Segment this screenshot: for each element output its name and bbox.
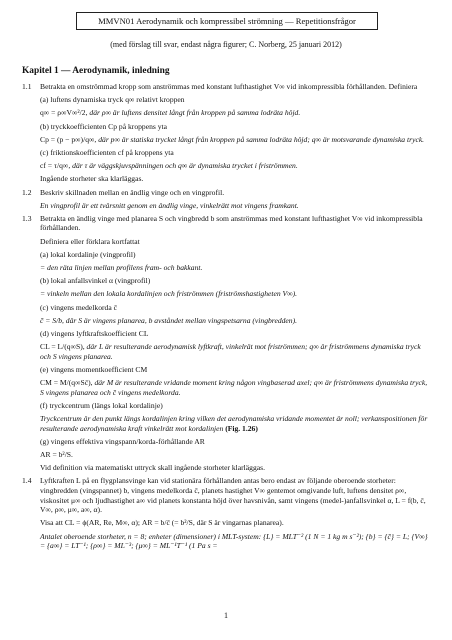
equation: Cp = (p − p∞)/q∞, [40,134,97,144]
answer-text: där p∞ är statiska trycket långt från kroppen på samma lodräta höjd; q∞ är motsvarande dynamiska tryck. [98,134,425,144]
answer-b [40,135,432,145]
question-1-4 [22,476,432,550]
figure-reference: (Fig. 1.26) [225,423,258,433]
answer-g: AR = b²/S. [40,450,73,460]
answer-b: = vinkeln mellan den lokala kordalinjen och friströmmen (friströmshastigheten V∞). [40,289,298,299]
question-number: 1.2 [22,187,32,197]
equation: CM = M/(q∞Sc̄), [40,378,93,388]
answer-a [40,108,432,118]
answer-text: där M är resulterande vridande moment kring någon vingbaserad axel; q∞ är friströmmens dynamiska tryck, S vingens planarea och c̄ vingens medelkorda. [40,378,428,397]
answer-text: där τ är väggskjuvspänningen och q∞ är dynamiska trycket i friströmmen. [72,161,298,171]
answer-text: Antalet oberoende storheter, n = 8; enheter (dimensioner) i MLT-system: {L} = MLT⁻² (1 N = 1 kg m s⁻²); {b} = {c̄} = L; {V∞} = {a∞} = LT⁻¹; {ρ∞} = ML⁻³; {μ∞} = ML⁻¹T⁻¹ (1 Pa s = [40,531,428,551]
question-intro: Betrakta en ändlig vinge med planarea S och vingbredd b som anströmmas med konstant lufthastighet V∞ vid inkompressibla förhållanden. [40,213,423,233]
sub-question-a: (a) luftens dynamiska tryck q∞ relativt kroppen [40,95,185,105]
question-number: 1.3 [22,213,32,223]
answer-a: = den räta linjen mellan profilens fram- och bakkant. [40,263,203,273]
equation: q∞ = ρ∞V∞²/2, [40,108,88,118]
sub-question-c: (c) vingens medelkorda c̄ [40,302,117,312]
sub-question-b: (b) tryckkoefficienten Cp på kroppens yta [40,121,168,131]
answer-c [40,161,432,171]
equation: CL = L/(q∞S), [40,342,85,352]
question-1-3 [22,214,432,473]
answer-e [40,378,432,397]
question-text: Beskriv skillnaden mellan en ändlig vinge och en vingprofil. [40,187,225,197]
question-number: 1.4 [22,476,32,486]
sub-question-e: (e) vingens momentkoefficient CM [40,364,148,374]
sub-question-a: (a) lokal kordalinje (vingprofil) [40,249,136,259]
subtitle: (med förslag till svar, endast några figurer; C. Norberg, 25 januari 2012) [110,40,342,49]
main-content [22,82,432,554]
answer-text: där L är resulterande aerodynamisk lyftkraft, vinkelrät mot friströmmen; q∞ är friströmmens dynamiska tryck och S vingens planarea. [40,342,421,361]
chapter-heading: Kapitel 1 — Aerodynamik, inledning [22,66,170,76]
question-note: Vid definition via matematiskt uttryck skall ingående storheter klarläggas. [40,463,265,473]
page-number: 1 [224,611,228,620]
question-intro: Betrakta en omströmmad kropp som anströmmas med konstant lufthastighet V∞ vid inkompressibla förhållanden. Definiera [40,82,418,91]
question-subintro: Definiera eller förklara kortfattat [40,236,140,246]
answer-text: En vingprofil är ett tvärsnitt genom en ändlig vinge, vinkelrätt mot vingens framkant. [40,200,299,210]
header-title: MMVN01 Aerodynamik och kompressibel strömning — Repetitionsfrågor [76,12,378,30]
answer-text: där ρ∞ är luftens densitet långt från kroppen på samma lodräta höjd. [89,108,301,118]
sub-question-f: (f) tryckcentrum (längs lokal kordalinje) [40,400,163,410]
question-task: Visa att CL = ϕ(AR, Re, M∞, α); AR = b/c̄ (= b²/S, där S är vingarnas planarea). [40,518,284,528]
equation: cf = τ/q∞, [40,161,71,171]
question-note: Ingående storheter ska klarläggas. [40,174,144,184]
sub-question-g: (g) vingens effektiva vingspann/korda-förhållande AR [40,436,205,446]
question-1-1 [22,82,432,184]
answer-text: Tryckcentrum är den punkt längs kordalinjen kring vilken det aerodynamiska vridande momentet är noll; verkanspositionen för resulterande aerodynamiska kraft vinkelrätt mot kordalinjen [40,414,428,433]
answer-c: c̄ = S/b, där S är vingens planarea, b avståndet mellan vingspetsarna (vingbredden). [40,315,298,325]
sub-question-b: (b) lokal anfallsvinkel α (vingprofil) [40,276,151,286]
sub-question-c: (c) friktionskoefficienten cf på kroppens yta [40,147,174,157]
question-intro: Lyftkraften L på en flygplansvinge kan vid stationära förhållanden antas bero endast av följande oberoende storheter: vingbredden (vingspannet) b, vingens medelkorda c̄, planets hastighet V∞ gentemot omgivande luft, luftens densitet ρ∞, viskositet μ∞ och ljudhastighet a∞ vid planets konstanta höjd över havsnivån, samt vingens (medel-)anfallsvinkel α, L = f(b, c̄, V∞, ρ∞, μ∞, a∞, α). [40,476,426,515]
question-number: 1.1 [22,82,32,91]
answer-f [40,414,432,433]
sub-question-d: (d) vingens lyftkraftskoefficient CL [40,328,149,338]
question-1-2 [22,188,432,211]
answer-d [40,342,432,361]
